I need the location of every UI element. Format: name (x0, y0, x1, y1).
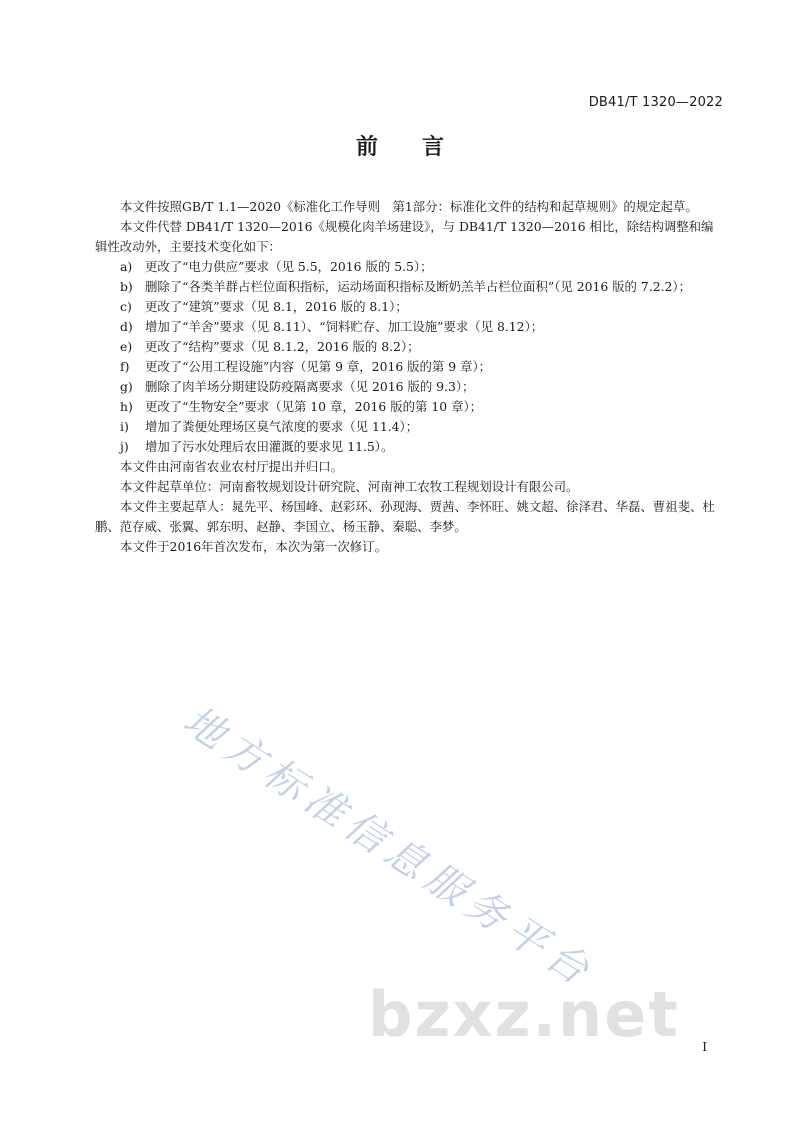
watermark-platform: 地方标准信息服务平台 (175, 697, 603, 998)
list-marker: d) (120, 319, 133, 334)
title-char-2: 言 (422, 135, 445, 160)
page-title (0, 130, 800, 161)
list-text: 增加了“羊舍”要求（见 8.11）、“饲料贮存、加工设施”要求（见 8.12）； (145, 319, 544, 334)
list-item (95, 417, 725, 437)
list-text: 删除了肉羊场分期建设防疫隔离要求（见 2016 版的 9.3）； (145, 379, 475, 394)
paragraph-drafting-units: 本文件起草单位：河南畜牧规划设计研究院、河南神工农牧工程规划设计有限公司。 (120, 479, 579, 494)
list-item (95, 317, 725, 337)
list-marker: f) (120, 359, 130, 374)
foreword-body (95, 197, 725, 557)
list-item (95, 297, 725, 317)
list-marker: b) (120, 279, 133, 294)
list-item (95, 277, 725, 297)
list-marker: h) (120, 399, 133, 414)
list-text: 更改了“电力供应”要求（见 5.5，2016 版的 5.5）； (145, 259, 433, 274)
list-marker: c) (120, 299, 132, 314)
list-item (95, 337, 725, 357)
list-item (95, 437, 725, 457)
list-text: 增加了污水处理后农田灌溉的要求见 11.5）。 (145, 439, 394, 454)
paragraph-replacement: 本文件代替 DB41/T 1320—2016《规模化肉羊场建设》，与 DB41/T 1320—2016 相比，除结构调整和编辑性改动外，主要技术变化如下： (95, 219, 714, 254)
paragraph-drafting-rule: 本文件按照GB/T 1.1—2020《标准化工作导则 第1部分：标准化文件的结构和起草规则》的规定起草。 (120, 199, 698, 214)
paragraph-drafters: 本文件主要起草人：晁先平、杨国峰、赵彩环、孙现海、贾茜、李怀旺、姚文超、徐泽君、华磊、曹祖斐、杜鹏、范存威、张翼、郭东明、赵静、李国立、杨玉静、秦聪、李梦。 (95, 499, 715, 534)
list-marker: g) (120, 379, 133, 394)
document-code: DB41/T 1320—2022 (588, 95, 723, 110)
watermark-site: bzxz.net (368, 978, 680, 1051)
list-text: 更改了“公用工程设施”内容（见第 9 章，2016 版的第 9 章）； (145, 359, 492, 374)
list-item (95, 357, 725, 377)
paragraph-proposer: 本文件由河南省农业农村厅提出并归口。 (120, 459, 344, 474)
list-item (95, 257, 725, 277)
list-marker: i) (120, 419, 129, 434)
list-text: 删除了“各类羊群占栏位面积指标，运动场面积指标及断奶羔羊占栏位面积”（见 2016 版的 7.2.2）； (145, 279, 691, 294)
changes-list (95, 257, 725, 457)
list-item (95, 397, 725, 417)
list-marker: j) (120, 439, 129, 454)
list-text: 更改了“生物安全”要求（见第 10 章，2016 版的第 10 章）； (145, 399, 483, 414)
page-number: I (702, 1040, 707, 1054)
list-marker: e) (120, 339, 133, 354)
title-char-1: 前 (355, 135, 378, 160)
list-marker: a) (120, 259, 133, 274)
list-text: 更改了“结构”要求（见 8.1.2，2016 版的 8.2）； (145, 339, 420, 354)
list-item (95, 377, 725, 397)
paragraph-history: 本文件于2016年首次发布，本次为第一次修订。 (120, 539, 387, 554)
list-text: 更改了“建筑”要求（见 8.1，2016 版的 8.1）； (145, 299, 408, 314)
list-text: 增加了粪便处理场区臭气浓度的要求（见 11.4）； (145, 419, 419, 434)
